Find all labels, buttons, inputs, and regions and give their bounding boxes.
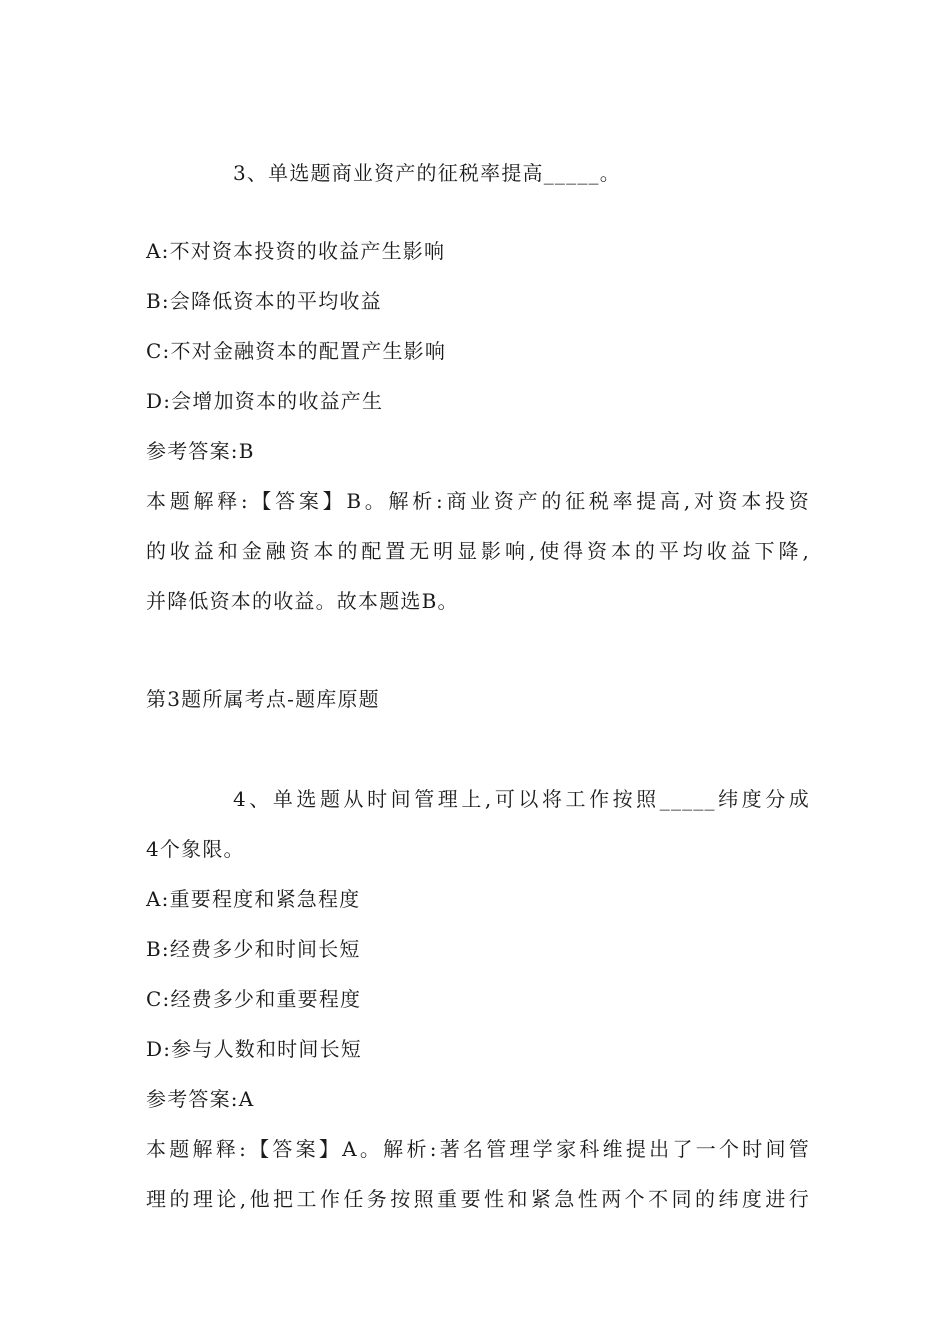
question-3-stem: 3、单选题商业资产的征税率提高_____。 [233,161,621,185]
question-4-stem-line-1: 4、单选题从时间管理上,可以将工作按照_____纬度分成 [233,787,810,811]
question-4-stem-line-2: 4个象限。 [146,837,245,861]
question-3-explanation-line-1: 本题解释:【答案】B。解析:商业资产的征税率提高,对资本投资 [146,489,810,513]
question-3-option-d: D:会增加资本的收益产生 [146,389,384,413]
question-3-option-b: B:会降低资本的平均收益 [146,289,382,313]
question-4-explanation-line-2: 理的理论,他把工作任务按照重要性和紧急性两个不同的纬度进行 [146,1187,810,1211]
question-3-explanation-line-3: 并降低资本的收益。故本题选B。 [146,589,459,613]
question-3-option-c: C:不对金融资本的配置产生影响 [146,339,447,363]
question-3-knowledge-point: 第3题所属考点-题库原题 [146,687,380,711]
question-3-answer: 参考答案:B [146,439,255,463]
question-4-option-d: D:参与人数和时间长短 [146,1037,362,1061]
question-4-option-c: C:经费多少和重要程度 [146,987,362,1011]
question-3-option-a: A:不对资本投资的收益产生影响 [146,239,446,263]
question-4-explanation-line-1: 本题解释:【答案】A。解析:著名管理学家科维提出了一个时间管 [146,1137,810,1161]
question-4-option-b: B:经费多少和时间长短 [146,937,361,961]
question-4-answer: 参考答案:A [146,1087,255,1111]
question-4-option-a: A:重要程度和紧急程度 [146,887,361,911]
question-3-explanation-line-2: 的收益和金融资本的配置无明显影响,使得资本的平均收益下降, [146,539,810,563]
